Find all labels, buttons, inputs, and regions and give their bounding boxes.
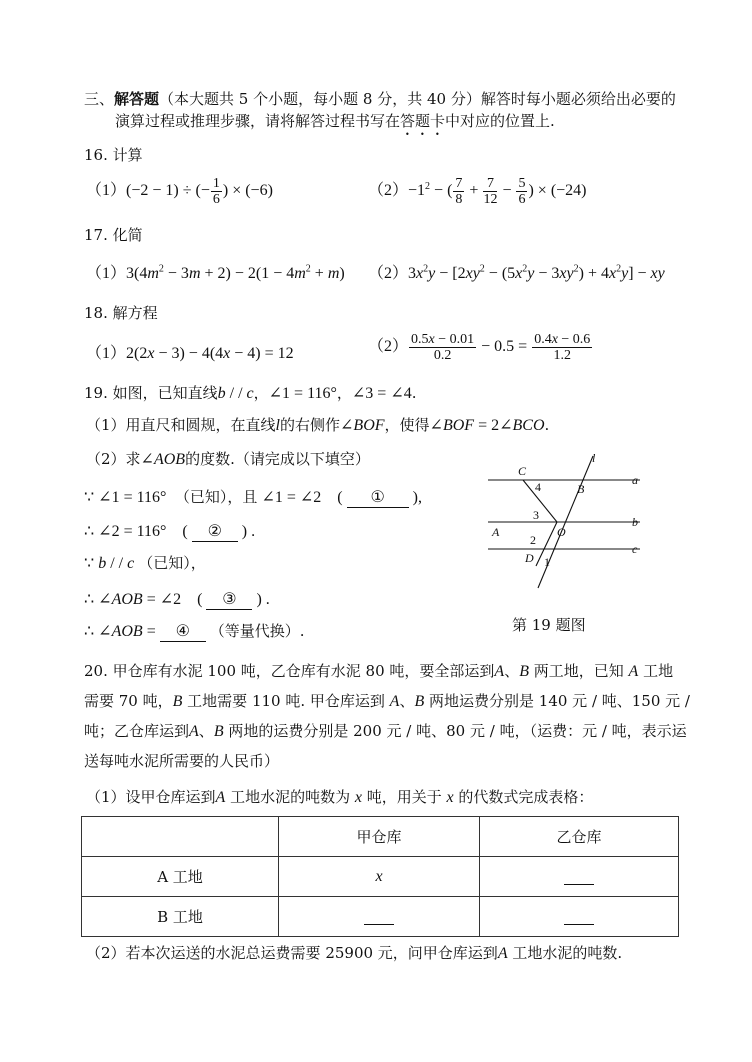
q19-part2: （2）求∠AOB的度数.（请完成以下填空） bbox=[86, 450, 370, 468]
q18-part1: （1）2(2x − 3) − 4(4x − 4) = 12 bbox=[86, 345, 294, 362]
q18-label: 18. 解方程 bbox=[84, 304, 158, 322]
blank-4[interactable]: ④ bbox=[160, 621, 206, 642]
table-header-row bbox=[82, 817, 679, 857]
q17-part2: $(2)3x^2y - [2xy^2 - (5x^2y - 3xy^2) + 4x^2y]$ − xy bbox=[368, 263, 665, 282]
section-note: 演算过程或推理步骤，请将解答过程书写在答题卡中对应的位置上. bbox=[115, 112, 555, 130]
cell-B-jia[interactable] bbox=[279, 897, 480, 937]
label-1: 1 bbox=[544, 555, 550, 569]
table-header bbox=[82, 817, 279, 857]
cell-A-jia: x bbox=[279, 857, 480, 897]
q18-part2: （2） $\frac{0.5x - 0.01}{0.2}$ − 0.5 = $\frac{0.4x - 0.6}{1.2}$ bbox=[368, 332, 591, 363]
q16-label: 16. 计算 bbox=[84, 146, 143, 164]
row-label: B 工地 bbox=[82, 897, 279, 937]
q19-part1: （1）用直尺和圆规，在直线l的右侧作∠BOF，使得∠BOF = 2∠BCO. bbox=[86, 416, 550, 434]
q17-part1: $(1)3(4m^2 - 3m + 2) - 2(1 - 4m^2 + m)$ bbox=[86, 263, 345, 282]
label-A: A bbox=[492, 525, 500, 539]
q19-step4: ∴ ∠AOB = ∠2 ( ③ ) . bbox=[84, 591, 270, 608]
q20-part2: （2）若本次运送的水泥总运费需要 25900 元，问甲仓库运到A 工地水泥的吨数. bbox=[86, 944, 623, 962]
q20-line4: 送每吨水泥所需要的人民币） bbox=[84, 752, 280, 770]
blank-1[interactable]: ① bbox=[347, 487, 409, 508]
figure-caption: 第 19 题图 bbox=[512, 616, 586, 634]
label-C: C bbox=[518, 464, 527, 478]
cell-A-yi[interactable] bbox=[480, 857, 679, 897]
label-l: l bbox=[592, 451, 596, 465]
table-header: 甲仓库 bbox=[279, 817, 480, 857]
q19-step2: ∴ ∠2 = 116° ( ② ) . bbox=[84, 523, 256, 540]
q20-line2: 需要 70 吨，B 工地需要 110 吨. 甲仓库运到 A、B 两地运费分别是 140 元 / 吨、150 元 / bbox=[84, 692, 690, 710]
label-a: a bbox=[632, 473, 638, 487]
q19-step3: ∵ b / / c （已知）， bbox=[84, 554, 206, 572]
table-row bbox=[82, 857, 679, 897]
label-B: B bbox=[577, 482, 585, 496]
label-D: D bbox=[525, 551, 534, 565]
label-4: 4 bbox=[535, 480, 541, 494]
blank-3[interactable]: ③ bbox=[206, 589, 252, 610]
q20-line3: 吨；乙仓库运到A、B 两地的运费分别是 200 元 / 吨、80 元 / 吨，（运费：元 / 吨，表示运 bbox=[84, 722, 687, 740]
q16-part2: $(2)-1^2$ − ( $\frac{7}{8}$ + $\frac{7}{12}$ − $\frac{5}{6}$ ) × (−24) bbox=[368, 176, 587, 207]
table-header: 乙仓库 bbox=[480, 817, 679, 857]
answer-blank[interactable] bbox=[364, 910, 394, 925]
q19-step5: ∴ ∠AOB = ④ （等量代换）. bbox=[84, 622, 305, 640]
q17-label: 17. 化简 bbox=[84, 226, 143, 244]
section-heading: 三、解答题（本大题共 5 个小题，每小题 8 分，共 40 分）解答时每小题必须给出必要的 bbox=[84, 90, 676, 108]
label-2: 2 bbox=[530, 533, 536, 547]
blank-2[interactable]: ② bbox=[192, 521, 238, 542]
answer-blank[interactable] bbox=[564, 870, 594, 885]
table-row bbox=[82, 897, 679, 937]
q20-table bbox=[81, 816, 679, 937]
label-3: 3 bbox=[533, 508, 539, 522]
cell-B-yi[interactable] bbox=[480, 897, 679, 937]
q20-part1: （1）设甲仓库运到A 工地水泥的吨数为 x 吨，用关于 x 的代数式完成表格： bbox=[86, 788, 594, 806]
q20-line1: 20. 甲仓库有水泥 100 吨，乙仓库有水泥 80 吨，要全部运到A、B 两工地，已知 A 工地 bbox=[84, 662, 674, 680]
q16-part1: （1）(−2 − 1) ÷ (− $\frac{1}{6}$ ) × (−6) bbox=[86, 176, 273, 207]
label-c: c bbox=[632, 542, 638, 556]
q19-step1: ∵ ∠1 = 116° （已知），且 ∠1 = ∠2 ( ① ), bbox=[84, 488, 422, 506]
label-O: O bbox=[557, 525, 566, 539]
label-b: b bbox=[632, 515, 638, 529]
section-title: 解答题 bbox=[114, 90, 160, 108]
row-label: A 工地 bbox=[82, 857, 279, 897]
q19-intro: 19. 如图，已知直线b / / c，∠1 = 116°，∠3 = ∠4. bbox=[84, 384, 417, 402]
q19-figure bbox=[480, 448, 660, 598]
answer-blank[interactable] bbox=[564, 910, 594, 925]
